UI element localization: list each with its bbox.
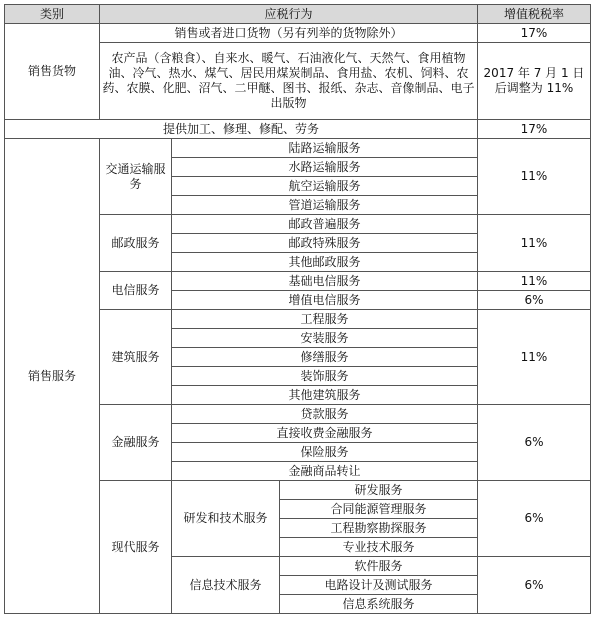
item-cell: 保险服务 <box>172 443 478 462</box>
rate-cell: 11% <box>478 139 591 215</box>
item-cell: 水路运输服务 <box>172 158 478 177</box>
item-cell: 装饰服务 <box>172 367 478 386</box>
rate-cell: 2017 年 7 月 1 日后调整为 11% <box>478 43 591 120</box>
item-cell: 农产品（含粮食）、自来水、暖气、石油液化气、天然气、食用植物油、冷气、热水、煤气、居民用煤炭制品、食用盐、农机、饲料、农药、农膜、化肥、沼气、二甲醚、图书、报纸、杂志、音像制品、电子出版物 <box>100 43 478 120</box>
table-header-row <box>5 5 591 24</box>
table-row <box>5 24 591 43</box>
item-cell: 信息系统服务 <box>280 595 478 614</box>
item-cell: 直接收费金融服务 <box>172 424 478 443</box>
table-row <box>5 139 591 158</box>
rate-cell: 11% <box>478 310 591 405</box>
item-cell: 金融商品转让 <box>172 462 478 481</box>
item-cell: 修缮服务 <box>172 348 478 367</box>
subcategory-modern: 现代服务 <box>100 481 172 614</box>
rate-cell: 11% <box>478 215 591 272</box>
item-cell: 工程服务 <box>172 310 478 329</box>
item-cell: 电路设计及测试服务 <box>280 576 478 595</box>
item-cell: 管道运输服务 <box>172 196 478 215</box>
rate-cell: 17% <box>478 24 591 43</box>
item-cell: 软件服务 <box>280 557 478 576</box>
item-cell: 提供加工、修理、修配、劳务 <box>5 120 478 139</box>
subsubcategory-rd: 研发和技术服务 <box>172 481 280 557</box>
rate-cell: 17% <box>478 120 591 139</box>
item-cell: 航空运输服务 <box>172 177 478 196</box>
header-rate: 增值税税率 <box>478 5 591 24</box>
item-cell: 专业技术服务 <box>280 538 478 557</box>
category-services: 销售服务 <box>5 139 100 614</box>
rate-cell: 11% <box>478 272 591 291</box>
header-category: 类别 <box>5 5 100 24</box>
tax-rate-table <box>4 4 591 614</box>
category-goods: 销售货物 <box>5 24 100 120</box>
rate-cell: 6% <box>478 481 591 557</box>
item-cell: 其他邮政服务 <box>172 253 478 272</box>
item-cell: 研发服务 <box>280 481 478 500</box>
subcategory-transport: 交通运输服务 <box>100 139 172 215</box>
item-cell: 邮政普遍服务 <box>172 215 478 234</box>
header-items: 应税行为 <box>100 5 478 24</box>
table-row <box>5 120 591 139</box>
item-cell: 销售或者进口货物（另有列举的货物除外） <box>100 24 478 43</box>
item-cell: 陆路运输服务 <box>172 139 478 158</box>
rate-cell: 6% <box>478 557 591 614</box>
subcategory-postal: 邮政服务 <box>100 215 172 272</box>
subsubcategory-it: 信息技术服务 <box>172 557 280 614</box>
item-cell: 贷款服务 <box>172 405 478 424</box>
item-cell: 其他建筑服务 <box>172 386 478 405</box>
item-cell: 工程勘察勘探服务 <box>280 519 478 538</box>
subcategory-telecom: 电信服务 <box>100 272 172 310</box>
subcategory-construction: 建筑服务 <box>100 310 172 405</box>
item-cell: 增值电信服务 <box>172 291 478 310</box>
subcategory-finance: 金融服务 <box>100 405 172 481</box>
rate-cell: 6% <box>478 291 591 310</box>
item-cell: 安装服务 <box>172 329 478 348</box>
rate-cell: 6% <box>478 405 591 481</box>
item-cell: 基础电信服务 <box>172 272 478 291</box>
item-cell: 合同能源管理服务 <box>280 500 478 519</box>
item-cell: 邮政特殊服务 <box>172 234 478 253</box>
